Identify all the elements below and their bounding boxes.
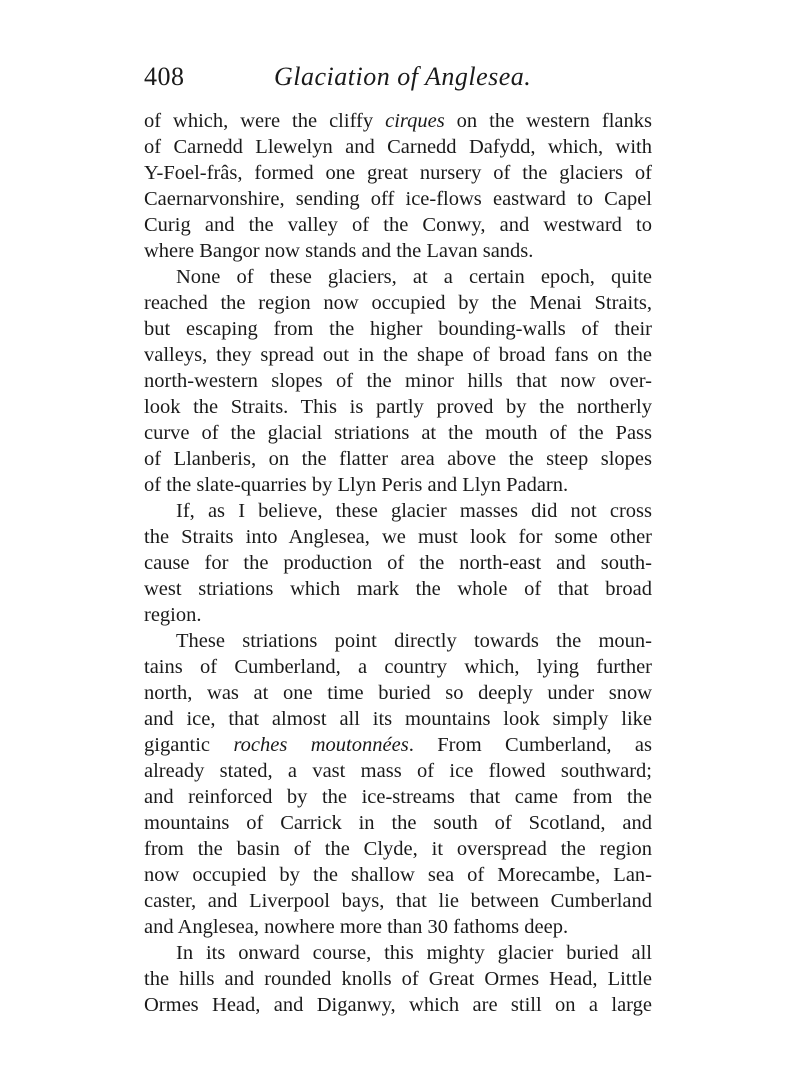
text-line: of Llanberis, on the flatter area above the steep slopes bbox=[144, 448, 652, 470]
text-line: Y-Foel-frâs, formed one great nursery of the glaciers of bbox=[144, 162, 652, 184]
running-head bbox=[144, 62, 652, 106]
text-line: where Bangor now stands and the Lavan sands. bbox=[144, 240, 534, 262]
text-line: mountains of Carrick in the south of Scotland, and bbox=[144, 812, 652, 834]
paragraph bbox=[144, 628, 652, 940]
italic-term: roches moutonnées bbox=[233, 734, 409, 756]
text-line: of which, were the cliffy cirques on the western flanks bbox=[144, 110, 652, 132]
text-line: cause for the production of the north-east and south- bbox=[144, 552, 652, 574]
text-line: and reinforced by the ice-streams that came from the bbox=[144, 786, 652, 808]
text-line: west striations which mark the whole of that broad bbox=[144, 578, 652, 600]
text-line: None of these glaciers, at a certain epoch, quite bbox=[176, 266, 652, 288]
text-line: the Straits into Anglesea, we must look for some other bbox=[144, 526, 652, 548]
italic-term: cirques bbox=[385, 110, 445, 132]
text-line: caster, and Liverpool bays, that lie between Cumberland bbox=[144, 890, 652, 912]
text-line: look the Straits. This is partly proved by the northerly bbox=[144, 396, 652, 418]
book-page bbox=[144, 62, 652, 1018]
text-line: tains of Cumberland, a country which, lying further bbox=[144, 656, 652, 678]
text-line: Caernarvonshire, sending off ice-flows eastward to Capel bbox=[144, 188, 652, 210]
paragraph bbox=[144, 940, 652, 1018]
page-number: 408 bbox=[144, 62, 185, 91]
text-line: These striations point directly towards the moun- bbox=[176, 630, 652, 652]
text-line: Curig and the valley of the Conwy, and westward to bbox=[144, 214, 652, 236]
text-line: of the slate-quarries by Llyn Peris and Llyn Padarn. bbox=[144, 474, 569, 496]
text-line: now occupied by the shallow sea of Morecambe, Lan- bbox=[144, 864, 652, 886]
text-line: curve of the glacial striations at the mouth of the Pass bbox=[144, 422, 652, 444]
text-line: of Carnedd Llewelyn and Carnedd Dafydd, which, with bbox=[144, 136, 652, 158]
text-line: Ormes Head, and Diganwy, which are still on a large bbox=[144, 994, 652, 1016]
text-line: but escaping from the higher bounding-walls of their bbox=[144, 318, 652, 340]
text-line: north, was at one time buried so deeply under snow bbox=[144, 682, 652, 704]
text-line: reached the region now occupied by the Menai Straits, bbox=[144, 292, 652, 314]
text-line: north-western slopes of the minor hills that now over- bbox=[144, 370, 652, 392]
text-line: In its onward course, this mighty glacier buried all bbox=[176, 942, 652, 964]
text-line: already stated, a vast mass of ice flowed southward; bbox=[144, 760, 652, 782]
text-line: valleys, they spread out in the shape of broad fans on the bbox=[144, 344, 652, 366]
text-line: and Anglesea, nowhere more than 30 fathoms deep. bbox=[144, 916, 569, 938]
text-line: If, as I believe, these glacier masses did not cross bbox=[176, 500, 652, 522]
text-line: region. bbox=[144, 604, 202, 626]
text-line: gigantic roches moutonnées. From Cumberland, as bbox=[144, 734, 652, 756]
text-line: the hills and rounded knolls of Great Ormes Head, Little bbox=[144, 968, 652, 990]
paragraph bbox=[144, 108, 652, 264]
text-line: from the basin of the Clyde, it overspread the region bbox=[144, 838, 652, 860]
running-title: Glaciation of Anglesea. bbox=[274, 62, 532, 91]
paragraph bbox=[144, 264, 652, 498]
paragraph bbox=[144, 498, 652, 628]
text-line: and ice, that almost all its mountains look simply like bbox=[144, 708, 652, 730]
